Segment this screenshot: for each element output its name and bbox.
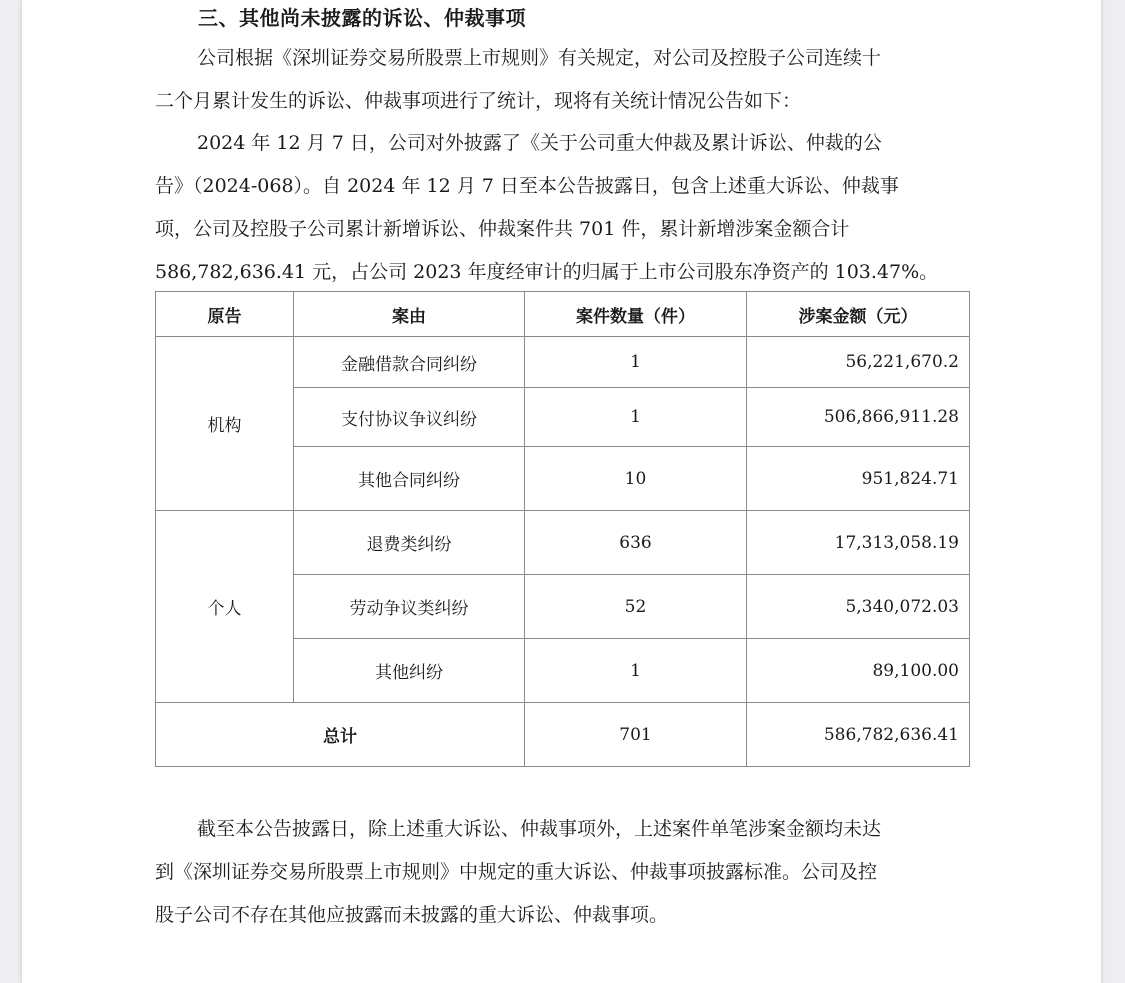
table-header-row <box>156 292 970 337</box>
summary-paragraph <box>155 122 970 294</box>
count-cell: 636 <box>525 511 747 575</box>
header-amount: 涉案金额（元） <box>747 292 970 337</box>
paragraph-line: 项，公司及控股子公司累计新增诉讼、仲裁案件共 701 件，累计新增涉案金额合计 <box>155 218 850 240</box>
plaintiff-cell: 机构 <box>156 337 294 511</box>
section-heading: 三、其他尚未披露的诉讼、仲裁事项 <box>198 6 526 30</box>
amount-cell: 506,866,911.28 <box>747 388 970 447</box>
paragraph-line: 二个月累计发生的诉讼、仲裁事项进行了统计，现将有关统计情况公告如下： <box>155 90 802 112</box>
count-cell: 1 <box>525 337 747 388</box>
count-cell: 52 <box>525 575 747 639</box>
paragraph-line: 公司根据《深圳证券交易所股票上市规则》有关规定，对公司及控股子公司连续十 <box>197 47 882 69</box>
count-cell: 1 <box>525 388 747 447</box>
header-cause: 案由 <box>294 292 525 337</box>
amount-cell: 89,100.00 <box>747 639 970 703</box>
total-label: 总计 <box>156 703 525 767</box>
intro-paragraph <box>155 37 970 123</box>
total-count: 701 <box>525 703 747 767</box>
paragraph-line: 告》（2024-068）。自 2024 年 12 月 7 日至本公告披露日，包含上述重大诉讼、仲裁事 <box>155 175 899 197</box>
amount-cell: 951,824.71 <box>747 447 970 511</box>
cause-cell: 金融借款合同纠纷 <box>294 337 525 388</box>
paragraph-line: 2024 年 12 月 7 日，公司对外披露了《关于公司重大仲裁及累计诉讼、仲裁的公 <box>197 132 882 154</box>
amount-cell: 5,340,072.03 <box>747 575 970 639</box>
cause-cell: 劳动争议类纠纷 <box>294 575 525 639</box>
header-plaintiff: 原告 <box>156 292 294 337</box>
conclusion-paragraph <box>155 808 970 937</box>
cause-cell: 其他纠纷 <box>294 639 525 703</box>
count-cell: 1 <box>525 639 747 703</box>
cause-cell: 支付协议争议纠纷 <box>294 388 525 447</box>
total-amount: 586,782,636.41 <box>747 703 970 767</box>
paragraph-line: 截至本公告披露日，除上述重大诉讼、仲裁事项外，上述案件单笔涉案金额均未达 <box>197 818 882 840</box>
table-row <box>156 337 970 388</box>
count-cell: 10 <box>525 447 747 511</box>
amount-cell: 17,313,058.19 <box>747 511 970 575</box>
paragraph-line: 股子公司不存在其他应披露而未披露的重大诉讼、仲裁事项。 <box>155 904 669 926</box>
paragraph-line: 586,782,636.41 元，占公司 2023 年度经审计的归属于上市公司股东净资产的 103.47%。 <box>155 261 939 283</box>
amount-cell: 56,221,670.2 <box>747 337 970 388</box>
litigation-table <box>155 291 970 767</box>
table-total-row <box>156 703 970 767</box>
cause-cell: 退费类纠纷 <box>294 511 525 575</box>
cause-cell: 其他合同纠纷 <box>294 447 525 511</box>
table-row <box>156 511 970 575</box>
paragraph-line: 到《深圳证券交易所股票上市规则》中规定的重大诉讼、仲裁事项披露标准。公司及控 <box>155 861 878 883</box>
plaintiff-cell: 个人 <box>156 511 294 703</box>
header-count: 案件数量（件） <box>525 292 747 337</box>
